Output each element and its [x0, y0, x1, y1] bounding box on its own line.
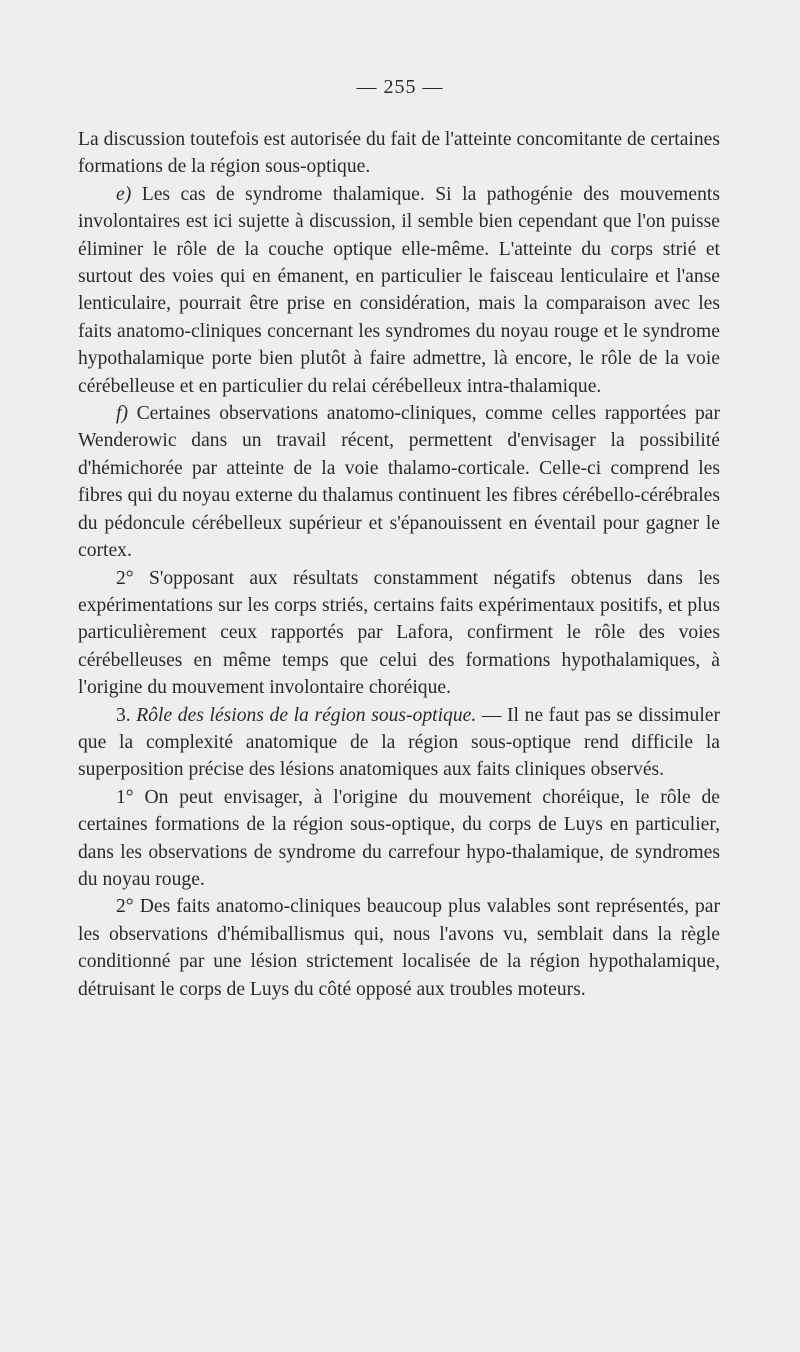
section-number: 3. [116, 704, 131, 726]
item-label-e: e) [116, 183, 132, 205]
paragraph-e-text: Les cas de syndrome thalamique. Si la pathogénie des mouvements involontaires est ici sujette à discussion, il semble bien cependant que l'on puisse éliminer le rôle de la couche optique elle-même. L'atteinte du corps strié et surtout des voies qui en émanent, en particulier le faisceau lenticulaire et l'anse lenticulaire, pourrait être prise en considération, mais la comparaison avec les faits anatomo-cliniques concernant les syndromes du noyau rouge et le syndrome hypothalamique porte bien plutôt à faire admettre, là encore, le rôle de la voie cérébelleuse et en particulier du relai cérébelleux intra-thalamique. [78, 183, 720, 397]
body-text [78, 126, 720, 1003]
paragraph-f [78, 400, 720, 564]
paragraph-1-text: La discussion toutefois est autorisée du fait de l'atteinte concomitante de certaines formations de la région sous-optique. [78, 129, 720, 178]
page-number: — 255 — [356, 76, 444, 98]
paragraph-3-1 [78, 784, 720, 894]
paragraph-f-text: Certaines observations anatomo-cliniques, comme celles rapportées par Wenderowic dans un travail récent, permettent d'envisager la possibilité d'hémichorée par atteinte de la voie thalamo-corticale. Celle-ci comprend les fibres qui du noyau externe du thalamus continuent les fibres cérébello-cérébrales du pédoncule cérébelleux supérieur et s'épanouissent en éventail pour gagner le cortex. [78, 403, 720, 562]
paragraph-3 [78, 702, 720, 784]
item-label-f: f) [116, 403, 128, 425]
paragraph-3-text: — Il ne faut pas se dissimuler que la complexité anatomique de la région sous-optique rend difficile la superposition précise des lésions anatomiques aux faits cliniques observés. [78, 704, 720, 781]
paragraph-1 [78, 126, 720, 181]
section-title: Rôle des lésions de la région sous-optique. [136, 704, 477, 726]
paragraph-2-text: 2° S'opposant aux résultats constamment négatifs obtenus dans les expérimentations sur les corps striés, certains faits expérimentaux positifs, et plus particulièrement ceux rapportés par Lafora, confirment le rôle des voies cérébelleuses en même temps que celui des formations hypothalamiques, à l'origine du mouvement involontaire choréique. [78, 567, 720, 699]
paragraph-e [78, 181, 720, 400]
paragraph-3-2 [78, 893, 720, 1003]
paragraph-3-2-text: 2° Des faits anatomo-cliniques beaucoup plus valables sont représentés, par les observations d'hémiballismus qui, nous l'avons vu, semblait dans la règle conditionné par une lésion strictement localisée de la région hypothalamique, détruisant le corps de Luys du côté opposé aux troubles moteurs. [78, 896, 720, 1000]
paragraph-3-1-text: 1° On peut envisager, à l'origine du mouvement choréique, le rôle de certaines formations de la région sous-optique, du corps de Luys en particulier, dans les observations de syndrome du carrefour hypo-thalamique, de syndromes du noyau rouge. [78, 786, 720, 890]
paragraph-2 [78, 565, 720, 702]
